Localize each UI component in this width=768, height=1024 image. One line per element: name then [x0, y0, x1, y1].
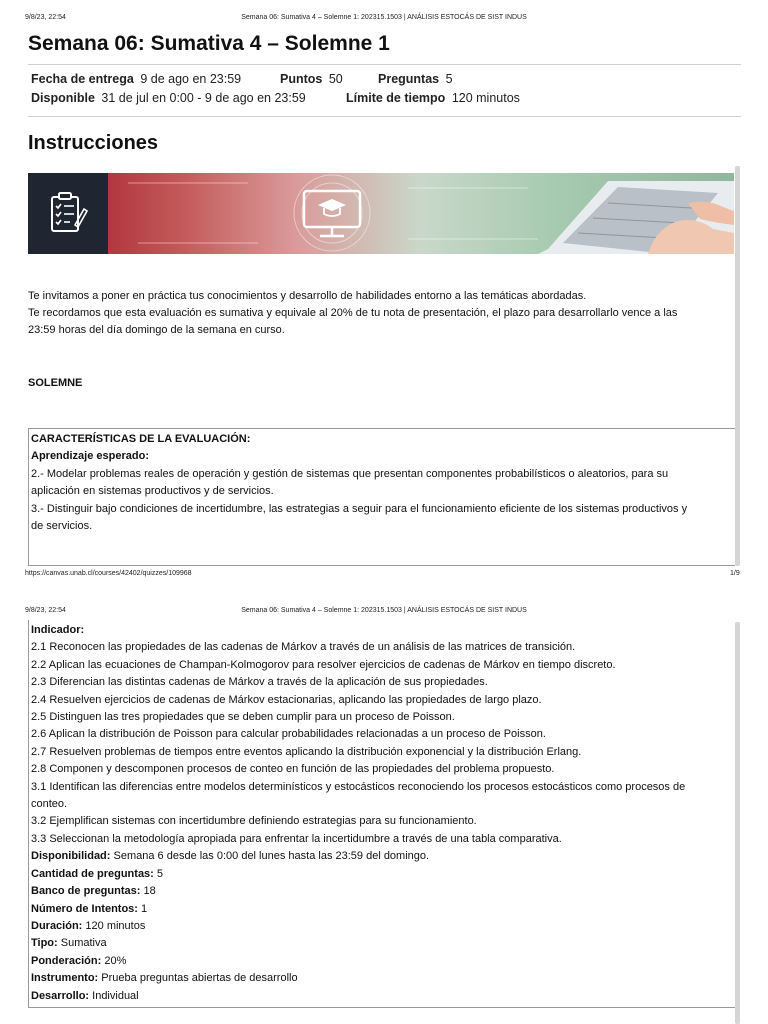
page-title: Semana 06: Sumativa 4 – Solemne 1 [28, 32, 390, 55]
print-datetime: 9/8/23, 22:54 [25, 607, 66, 614]
checklist-icon [28, 173, 108, 254]
field-value: 1 [141, 902, 148, 915]
print-datetime: 9/8/23, 22:54 [25, 14, 66, 21]
field-label: Disponibilidad: [31, 850, 111, 863]
indicator-item: 2.4 Resuelven ejercicios de cadenas de Márkov estacionarias, aplicando las propiedades de largo plazo. [31, 693, 542, 706]
evaluation-field [31, 883, 735, 900]
indicator-item: 2.8 Componen y descomponen procesos de conteo en función de las propiedades del problema propuesto. [31, 763, 555, 776]
time-limit-label: Límite de tiempo [346, 91, 446, 105]
evaluation-field [31, 953, 735, 970]
field-label: Ponderación: [31, 954, 102, 967]
indicator-item: 2.6 Aplican la distribución de Poisson para calcular probabilidades relacionadas a un proceso de Poisson. [31, 728, 546, 741]
time-limit [346, 91, 520, 105]
evaluation-field [31, 935, 735, 952]
indicators-box [28, 620, 735, 1008]
indicator-item: 2.7 Resuelven problemas de tiempos entre eventos aplicando la distribución exponencial y la distribución Erlang. [31, 745, 582, 758]
solemne-heading: SOLEMNE [28, 377, 83, 389]
time-limit-value: 120 minutos [451, 91, 520, 105]
instructions-paragraph-2a: Te recordamos que esta evaluación es sumativa y equivale al 20% de tu nota de presentación, el plazo para desarrollarlo vence a las [28, 307, 678, 319]
scrollbar[interactable] [735, 166, 740, 566]
indicator-item: 2.2 Aplican las ecuaciones de Champan-Kolmogorov para resolver ejercicios de cadenas de Márkov en tiempo discreto. [31, 658, 616, 671]
indicator-item: 3.2 Ejemplifican sistemas con incertidumbre definiendo estrategias para su funcionamiento. [31, 815, 477, 828]
evaluation-field [31, 988, 735, 1005]
field-label: Instrumento: [31, 972, 99, 985]
instructions-heading: Instrucciones [28, 132, 159, 154]
field-value: 18 [143, 885, 156, 898]
quiz-meta-row-1 [31, 72, 731, 90]
banner-illustration [108, 173, 734, 254]
questions-label: Preguntas [378, 72, 440, 86]
points-label: Puntos [280, 72, 323, 86]
field-label: Tipo: [31, 937, 58, 950]
evaluation-field [31, 901, 735, 918]
field-value: 20% [104, 954, 127, 967]
evaluation-field [31, 918, 735, 935]
learning-item: 2.- Modelar problemas reales de operación y gestión de sistemas que presentan componentes probabilísticos o aleatorios, para su [31, 467, 669, 480]
indicator-item: 2.5 Distinguen las tres propiedades que se deben cumplir para un proceso de Poisson. [31, 711, 455, 724]
field-label: Cantidad de preguntas: [31, 867, 154, 880]
print-header-page-2 [0, 607, 768, 617]
field-value: Prueba preguntas abiertas de desarrollo [101, 972, 298, 985]
indicator-item: 2.3 Diferencian las distintas cadenas de Márkov a través de la aplicación de sus propiedades. [31, 676, 488, 689]
field-label: Duración: [31, 919, 83, 932]
field-value: Semana 6 desde las 0:00 del lunes hasta las 23:59 del domingo. [113, 850, 430, 863]
print-header [0, 14, 768, 24]
page1-footer-number: 1/9 [730, 570, 740, 577]
indicator-item: conteo. [31, 798, 68, 811]
availability [31, 91, 306, 105]
page1-footer-url: https://canvas.unab.cl/courses/42402/quizzes/109968 [25, 570, 192, 577]
divider [28, 64, 741, 65]
learning-item: 3.- Distinguir bajo condiciones de incertidumbre, las estrategias a seguir para el funcionamiento eficiente de los sistemas productivos y [31, 502, 688, 515]
questions [378, 72, 453, 86]
scrollbar[interactable] [735, 622, 740, 1024]
field-label: Desarrollo: [31, 989, 90, 1002]
due-value: 9 de ago en 23:59 [140, 72, 242, 86]
indicator-item: 3.3 Seleccionan la metodología apropiada para enfrentar la incertidumbre a través de una tabla comparativa. [31, 832, 562, 845]
print-doc-title: Semana 06: Sumativa 4 – Solemne 1: 202315.1503 | ANÁLISIS ESTOCÁS DE SIST INDUS [241, 607, 527, 614]
expected-learning-heading: Aprendizaje esperado: [31, 450, 149, 463]
banner-graphic [108, 173, 734, 254]
divider [28, 116, 741, 117]
evaluation-field [31, 970, 735, 987]
field-value: Individual [92, 989, 139, 1002]
field-value: Sumativa [60, 937, 107, 950]
available-value: 31 de jul en 0:00 - 9 de ago en 23:59 [101, 91, 306, 105]
questions-value: 5 [445, 72, 453, 86]
print-doc-title: Semana 06: Sumativa 4 – Solemne 1: 202315.1503 | ANÁLISIS ESTOCÁS DE SIST INDUS [241, 14, 527, 21]
laptop-hands-graphic [538, 181, 734, 254]
evaluation-field [31, 866, 735, 883]
quiz-meta-row-2 [31, 91, 731, 109]
instructions-paragraph-1: Te invitamos a poner en práctica tus conocimientos y desarrollo de habilidades entorno a las temáticas abordadas. [28, 290, 587, 302]
points-value: 50 [328, 72, 343, 86]
learning-item: aplicación en sistemas productivos y de servicios. [31, 485, 274, 498]
points [280, 72, 343, 86]
field-value: 5 [156, 867, 164, 880]
field-value: 120 minutos [85, 919, 146, 932]
indicator-item: 2.1 Reconocen las propiedades de las cadenas de Márkov a través de un análisis de las matrices de transición. [31, 641, 576, 654]
banner-dark-panel [28, 173, 108, 254]
evaluation-fields [31, 848, 735, 1005]
learning-item: de servicios. [31, 520, 93, 533]
indicator-heading: Indicador: [31, 624, 85, 636]
characteristics-heading: CARACTERÍSTICAS DE LA EVALUACIÓN: [31, 433, 251, 445]
evaluation-field [31, 848, 735, 865]
available-label: Disponible [31, 91, 95, 105]
due-date [31, 72, 241, 86]
field-label: Número de Intentos: [31, 902, 138, 915]
due-label: Fecha de entrega [31, 72, 134, 86]
instructions-paragraph-2b: 23:59 horas del día domingo de la semana en curso. [28, 324, 285, 336]
indicator-item: 3.1 Identifican las diferencias entre modelos determinísticos y estocásticos reconociendo los procesos estocásticos como procesos de [31, 780, 686, 793]
monitor-graduation-icon [304, 191, 360, 236]
field-label: Banco de preguntas: [31, 885, 141, 898]
indicator-list [31, 639, 735, 848]
instructions-banner [28, 173, 734, 254]
evaluation-characteristics-box [28, 428, 735, 566]
